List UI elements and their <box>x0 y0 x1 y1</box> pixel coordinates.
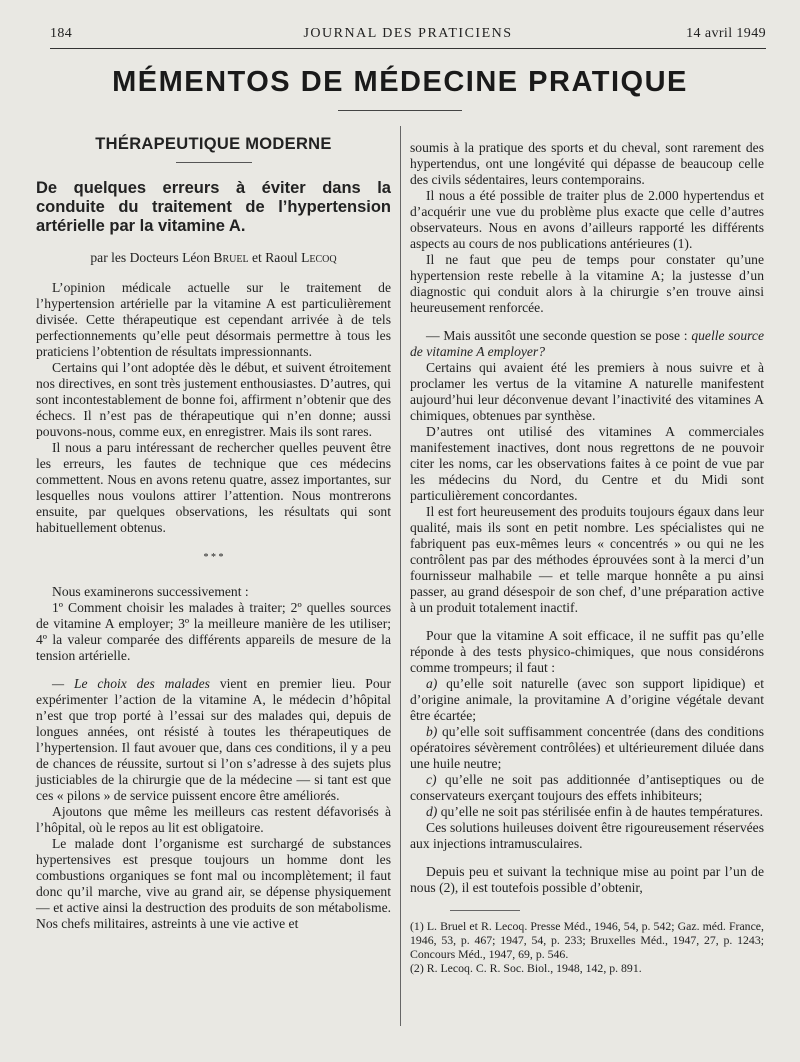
byline-middle: et Raoul <box>248 250 302 265</box>
author-bruel: Bruel <box>213 250 249 265</box>
title-rule <box>338 110 462 111</box>
byline-prefix: par les Docteurs Léon <box>90 250 214 265</box>
choix-lead: — Le choix des malades <box>52 676 210 691</box>
paragraph: 1º Comment choisir les malades à traiter; 2º quelles sources de vitamine A employer; 3º la meilleure manière de les utiliser; 4º la valeur comparée des différents appareils de mesure de la tension artérielle. <box>36 600 391 663</box>
condition-letter: b) <box>426 724 438 739</box>
paragraph: Depuis peu et suivant la technique mise au point par l’un de nous (2), il est toutefois possible d’obtenir, <box>410 864 764 895</box>
issue-date: 14 avril 1949 <box>686 26 766 41</box>
paragraph: Nous examinerons successivement : <box>52 584 249 599</box>
condition-item <box>410 804 764 820</box>
paragraph: Il nous a été possible de traiter plus de 2.000 hypertendus et d’acquérir une vue du problème plus exacte que celle d’autres observateurs. Nous en avons d’ailleurs rapporté les différents aspects au cours de nos publications antérieures (1). <box>410 188 764 251</box>
article-title: De quelques erreurs à éviter dans la conduite du traitement de l’hypertension artérielle par la vitamine A. <box>36 179 391 235</box>
left-column <box>36 132 391 932</box>
paragraph: Certains qui l’ont adoptée dès le début, et suivent étroitement nos directives, en sont très justement enthousiastes. D’autres, qui sont incontestablement de bonne foi, affirment n’obtenir que des échecs. Il n’est pas de thérapeutique qui n’en donne; aussi pouvons-nous, comme eux, en enregistrer. Mais ils sont rares. <box>36 360 391 439</box>
intro-paragraph: L’opinion médicale actuelle sur le traitement de l’hypertension artérielle par la vitamine A est particulièrement divisée. Cette thérapeutique est cependant arrivée à de tels perfectionnements qu’elle peut désormais permettre à tous les praticiens l’obtention de résultats impressionnants. <box>36 280 391 359</box>
condition-text: qu’elle ne soit pas additionnée d’antiseptiques ou de conservateurs exerçant toujours des effets inhibiteurs; <box>410 772 764 803</box>
journal-name: JOURNAL DES PRATICIENS <box>303 26 513 41</box>
source-question: quelle source de vitamine A employer? <box>410 328 764 359</box>
conditions-intro: Pour que la vitamine A soit efficace, il ne suffit pas qu’elle réponde à des tests physico-chimiques, que nous considérons comme trompeurs; il faut : <box>410 628 764 675</box>
paragraph: Certains qui avaient été les premiers à nous suivre et à proclamer les vertus de la vitamine A naturelle manifestent aujourd’hui leur déconvenue devant l’inactivité des vitamines A chimiques, obtenues par synthèse. <box>410 360 764 423</box>
paragraph: Ajoutons que même les meilleurs cas restent défavorisés à l’hôpital, où le repos au lit est obligatoire. <box>36 804 391 835</box>
paragraph: D’autres ont utilisé des vitamines A commerciales manifestement inactives, dont nous regrettons de ne pouvoir citer les noms, car les observations faites à ce point de vue par les médecins du Nord, du Centre et du Midi sont particulièrement concordantes. <box>410 424 764 503</box>
condition-text: qu’elle ne soit pas stérilisée enfin à de hautes températures. <box>437 804 764 819</box>
condition-letter: c) <box>426 772 437 787</box>
condition-item <box>410 724 764 772</box>
condition-letter: d) <box>426 804 438 819</box>
paragraph-choix-malades <box>36 676 391 804</box>
page-title: MÉMENTOS DE MÉDECINE PRATIQUE <box>112 66 688 98</box>
page-header <box>50 24 766 48</box>
condition-text: qu’elle soit naturelle (avec son support lipidique) et d’origine animale, la provitamine A d’origine végétale devant être écartée; <box>410 676 764 723</box>
paragraph-source-question <box>410 328 764 360</box>
column-divider <box>400 126 401 1026</box>
byline <box>36 250 391 266</box>
section-title: THÉRAPEUTIQUE MODERNE <box>95 135 332 153</box>
condition-item <box>410 676 764 724</box>
footnote-2: (2) R. Lecoq. C. R. Soc. Biol., 1948, 142, p. 891. <box>410 961 642 975</box>
condition-item <box>410 772 764 804</box>
page-number: 184 <box>50 26 73 41</box>
paragraph: Le malade dont l’organisme est surchargé de substances hypertensives est presque toujours un homme dont les combustions organiques se font mal ou incomplètement; il faut donc qu’il marche, vive au grand air, se dépense physiquement — et active ainsi la destruction des produits de son métabolisme. Nos chefs militaires, astreints à une vie active et <box>36 836 391 931</box>
paragraph: Il est fort heureusement des produits toujours égaux dans leur qualité, mais ils sont en petit nombre. Les spécialistes qui ne fabriquent pas eux-mêmes leurs « concentrés » ou qui ne les contrôlent pas par des méthodes éprouvées sont à la merci d’un fournisseur malhabile — et telle marque honnête a pu ainsi passer, au grand désespoir de son chef, d’une préparation active à un produit totalement inactif. <box>410 504 764 615</box>
paragraph: Il nous a paru intéressant de rechercher quelles peuvent être les erreurs, les fautes de technique que ces médecins commettent. Nous en avons retenu quatre, assez importantes, sur lesquelles nous voulons attirer l’attention. Nous montrerons ensuite, par quelques observations, les résultats qui sont habituellement obtenus. <box>36 440 391 535</box>
footnote-rule <box>450 910 520 911</box>
author-lecoq: Lecoq <box>301 250 337 265</box>
footnotes <box>410 919 764 975</box>
paragraph: Il ne faut que peu de temps pour constater qu’une hypertension reste rebelle à la vitamine A; la justesse d’un diagnostic qui conduit alors à la chirurgie s’en trouve ainsi heureusement renforcée. <box>410 252 764 315</box>
paragraph-continued: soumis à la pratique des sports et du cheval, sont rarement des hypertendus, ont une longévité qui dépasse de beaucoup celle des civils sédentaires, leurs contemporains. <box>410 140 764 187</box>
source-lead: — Mais aussitôt une seconde question se pose : <box>426 328 692 343</box>
condition-letter: a) <box>426 676 438 691</box>
header-rule <box>50 48 766 49</box>
right-column <box>410 140 764 975</box>
paragraph: Ces solutions huileuses doivent être rigoureusement réservées aux injections intramusculaires. <box>410 820 764 851</box>
footnote-1: (1) L. Bruel et R. Lecoq. Presse Méd., 1946, 54, p. 542; Gaz. méd. France, 1946, 53, p. 467; 1947, 54, p. 233; Bruxelles Méd., 1947, 27, p. 1243; Concours Méd., 1947, 69, p. 546. <box>410 919 764 961</box>
section-rule <box>176 162 252 163</box>
choix-rest: vient en premier lieu. Pour expérimenter l’action de la vitamine A, le médecin d’hôpital n’est que trop porté à l’essai sur des malades qui, depuis de longues années, ont résisté à toutes les thérapeutiques de l’hypertension. Il faut avouer que, dans ces conditions, il y a peu de chances de réussite, surtout si l’on s’adresse à des sujets plus justiciables de la chirurgie que de la médecine — si tant est que ces « pilons » de service puissent encore être améliorés. <box>36 676 391 803</box>
section-separator-stars: * * * <box>203 552 224 563</box>
condition-text: qu’elle soit suffisamment concentrée (dans des conditions opératoires sévèrement contrôlées) et ultérieurement diluée dans une huile neutre; <box>410 724 764 771</box>
